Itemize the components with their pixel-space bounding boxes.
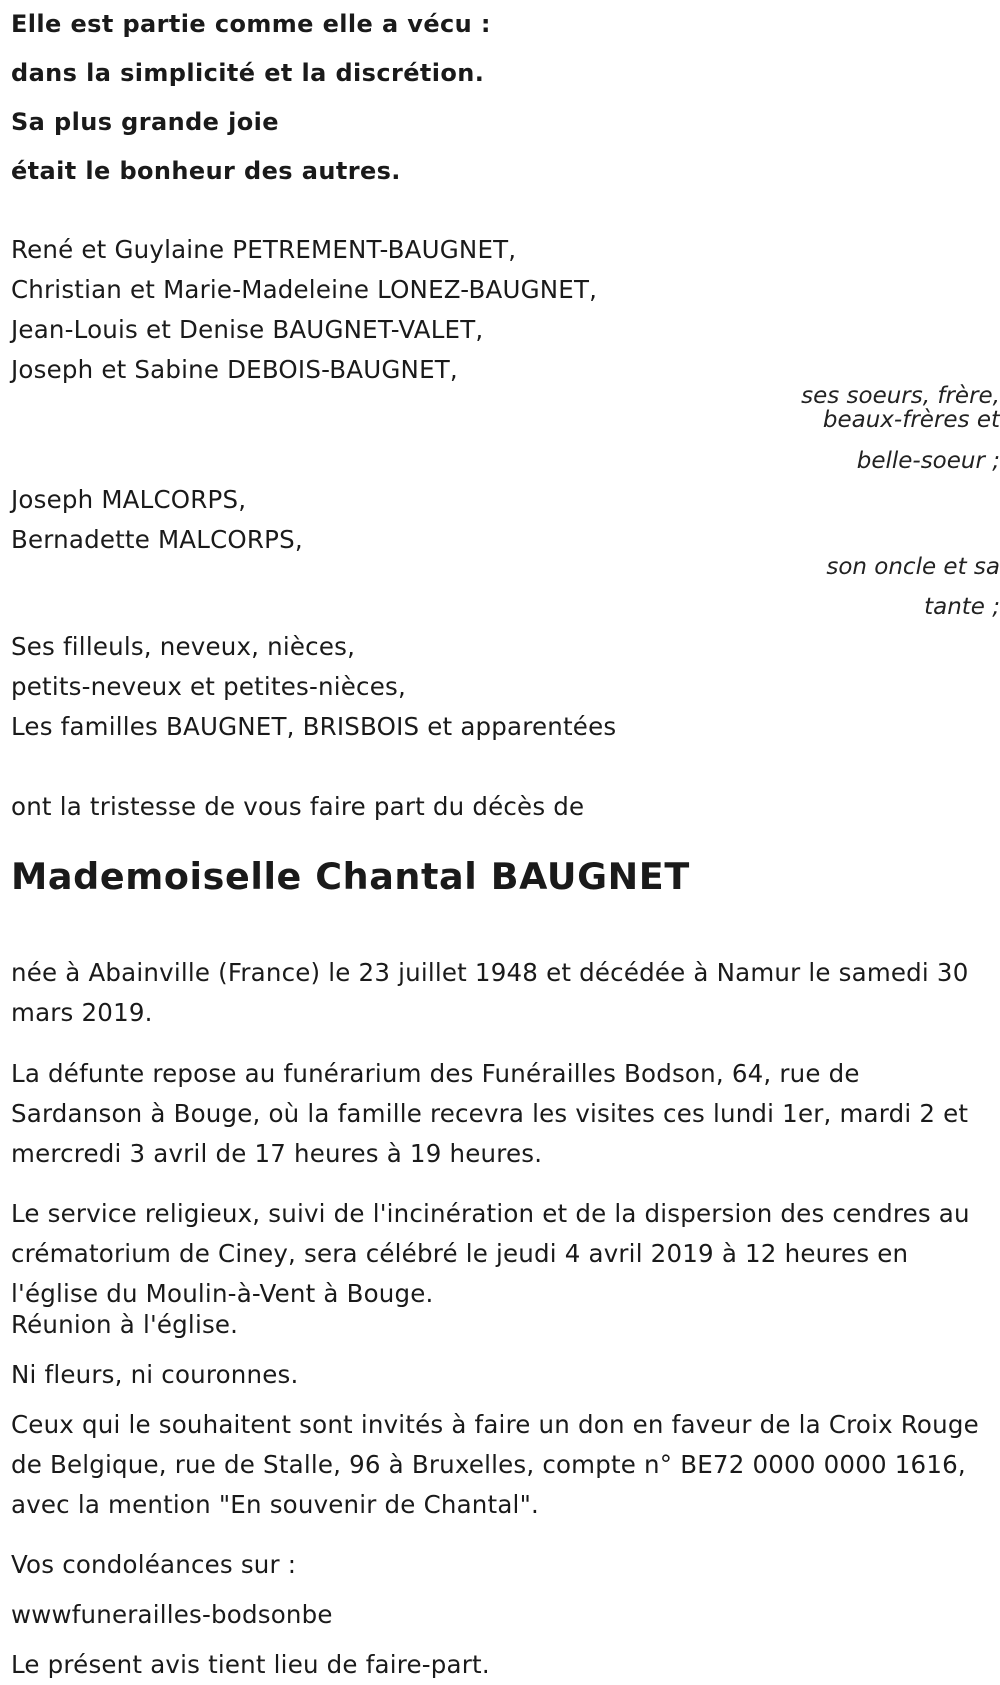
family-line: Ses filleuls, neveux, nièces, xyxy=(11,632,356,661)
service-paragraph: Le service religieux, suivi de l'incinération et de la dispersion des cendres au crématorium de Ciney, sera célébré le jeudi 4 avril 2019 à 12 heures en l'église du Moulin-à-Vent à Bouge. xyxy=(11,1199,970,1308)
family-line: Bernadette MALCORPS, xyxy=(11,525,303,554)
relation-line: beaux-frères et xyxy=(822,407,1000,433)
relation-line: tante ; xyxy=(924,594,1000,620)
quote-line-4: était le bonheur des autres. xyxy=(11,157,401,185)
deceased-name: Mademoiselle Chantal BAUGNET xyxy=(11,855,690,898)
quote-line-2: dans la simplicité et la discrétion. xyxy=(11,59,485,87)
family-line: Christian et Marie-Madeleine LONEZ-BAUGNET, xyxy=(11,275,598,304)
family-line: René et Guylaine PETREMENT-BAUGNET, xyxy=(11,235,517,264)
relation-line: son oncle et sa xyxy=(826,554,1000,580)
funerarium-paragraph: La défunte repose au funérarium des Funérailles Bodson, 64, rue de Sardanson à Bouge, où la famille recevra les visites ces lundi 1er, mardi 2 et mercredi 3 avril de 17 heures à 19 heures. xyxy=(11,1059,969,1168)
family-line: Les familles BAUGNET, BRISBOIS et apparentées xyxy=(11,712,617,741)
family-line: Jean-Louis et Denise BAUGNET-VALET, xyxy=(11,315,484,344)
relation-line: ses soeurs, frère, xyxy=(801,383,1000,409)
birth-death-paragraph: née à Abainville (France) le 23 juillet 1948 et décédée à Namur le samedi 30 mars 2019. xyxy=(11,958,969,1027)
announcement-text: ont la tristesse de vous faire part du décès de xyxy=(11,792,585,821)
condolences-website-link[interactable]: wwwfunerailles-bodsonbe xyxy=(11,1600,333,1629)
family-line: Joseph MALCORPS, xyxy=(11,485,247,514)
quote-line-1: Elle est partie comme elle a vécu : xyxy=(11,10,491,38)
reunion-paragraph: Réunion à l'église. xyxy=(11,1310,239,1339)
family-line: Joseph et Sabine DEBOIS-BAUGNET, xyxy=(11,355,458,384)
condolences-paragraph: Vos condoléances sur : xyxy=(11,1550,297,1579)
donation-paragraph: Ceux qui le souhaitent sont invités à faire un don en faveur de la Croix Rouge de Belgique, rue de Stalle, 96 à Bruxelles, compte n° BE72 0000 0000 1616, avec la mention "En souvenir de Chantal". xyxy=(11,1410,979,1519)
closing-paragraph: Le présent avis tient lieu de faire-part. xyxy=(11,1650,490,1679)
quote-line-3: Sa plus grande joie xyxy=(11,108,279,136)
flowers-paragraph: Ni fleurs, ni couronnes. xyxy=(11,1360,299,1389)
family-line: petits-neveux et petites-nièces, xyxy=(11,672,406,701)
relation-line: belle-soeur ; xyxy=(856,448,1000,474)
